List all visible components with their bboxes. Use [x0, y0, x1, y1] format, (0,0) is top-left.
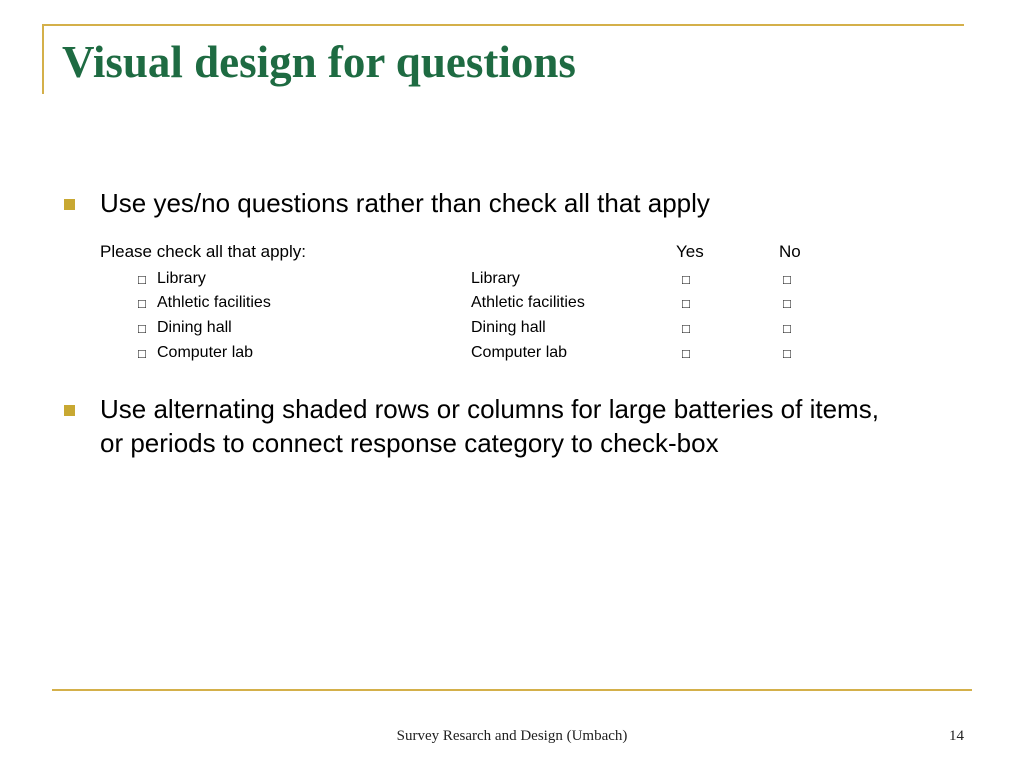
footer-text: Survey Resarch and Design (Umbach) [396, 728, 628, 744]
bullet-marker-1 [64, 199, 75, 210]
footer-rule [52, 689, 972, 691]
left-item-1: Library [157, 270, 206, 287]
top-rule [42, 24, 964, 26]
bullet-text-1: Use yes/no questions rather than check all that apply [100, 188, 710, 218]
right-item-2: Athletic facilities [471, 294, 585, 311]
check-all-label: Please check all that apply: [100, 242, 307, 261]
checkbox-left-3[interactable]: □ [138, 321, 146, 336]
slide-title: Visual design for questions [62, 37, 576, 87]
checkbox-yes-3[interactable]: □ [682, 321, 690, 336]
left-item-4: Computer lab [157, 344, 254, 361]
bullet-marker-2 [64, 405, 75, 416]
right-item-3: Dining hall [471, 319, 546, 336]
checkbox-no-3[interactable]: □ [783, 321, 791, 336]
left-item-2: Athletic facilities [157, 294, 271, 311]
bullet-text-2-line-2: or periods to connect response category to check-box [100, 428, 719, 458]
checkbox-left-2[interactable]: □ [138, 296, 146, 311]
yes-header: Yes [676, 242, 704, 261]
left-item-3: Dining hall [157, 319, 232, 336]
checkbox-yes-2[interactable]: □ [682, 296, 690, 311]
bullet-text-2-line-1: Use alternating shaded rows or columns for large batteries of items, [100, 394, 879, 424]
no-header: No [779, 242, 801, 261]
checkbox-left-1[interactable]: □ [138, 272, 146, 287]
checkbox-no-2[interactable]: □ [783, 296, 791, 311]
checkbox-no-1[interactable]: □ [783, 272, 791, 287]
checkbox-no-4[interactable]: □ [783, 346, 791, 361]
right-item-4: Computer lab [471, 344, 568, 361]
checkbox-yes-1[interactable]: □ [682, 272, 690, 287]
checkbox-left-4[interactable]: □ [138, 346, 146, 361]
page-number: 14 [949, 728, 964, 744]
right-item-1: Library [471, 270, 520, 287]
left-rule [42, 24, 44, 94]
checkbox-yes-4[interactable]: □ [682, 346, 690, 361]
